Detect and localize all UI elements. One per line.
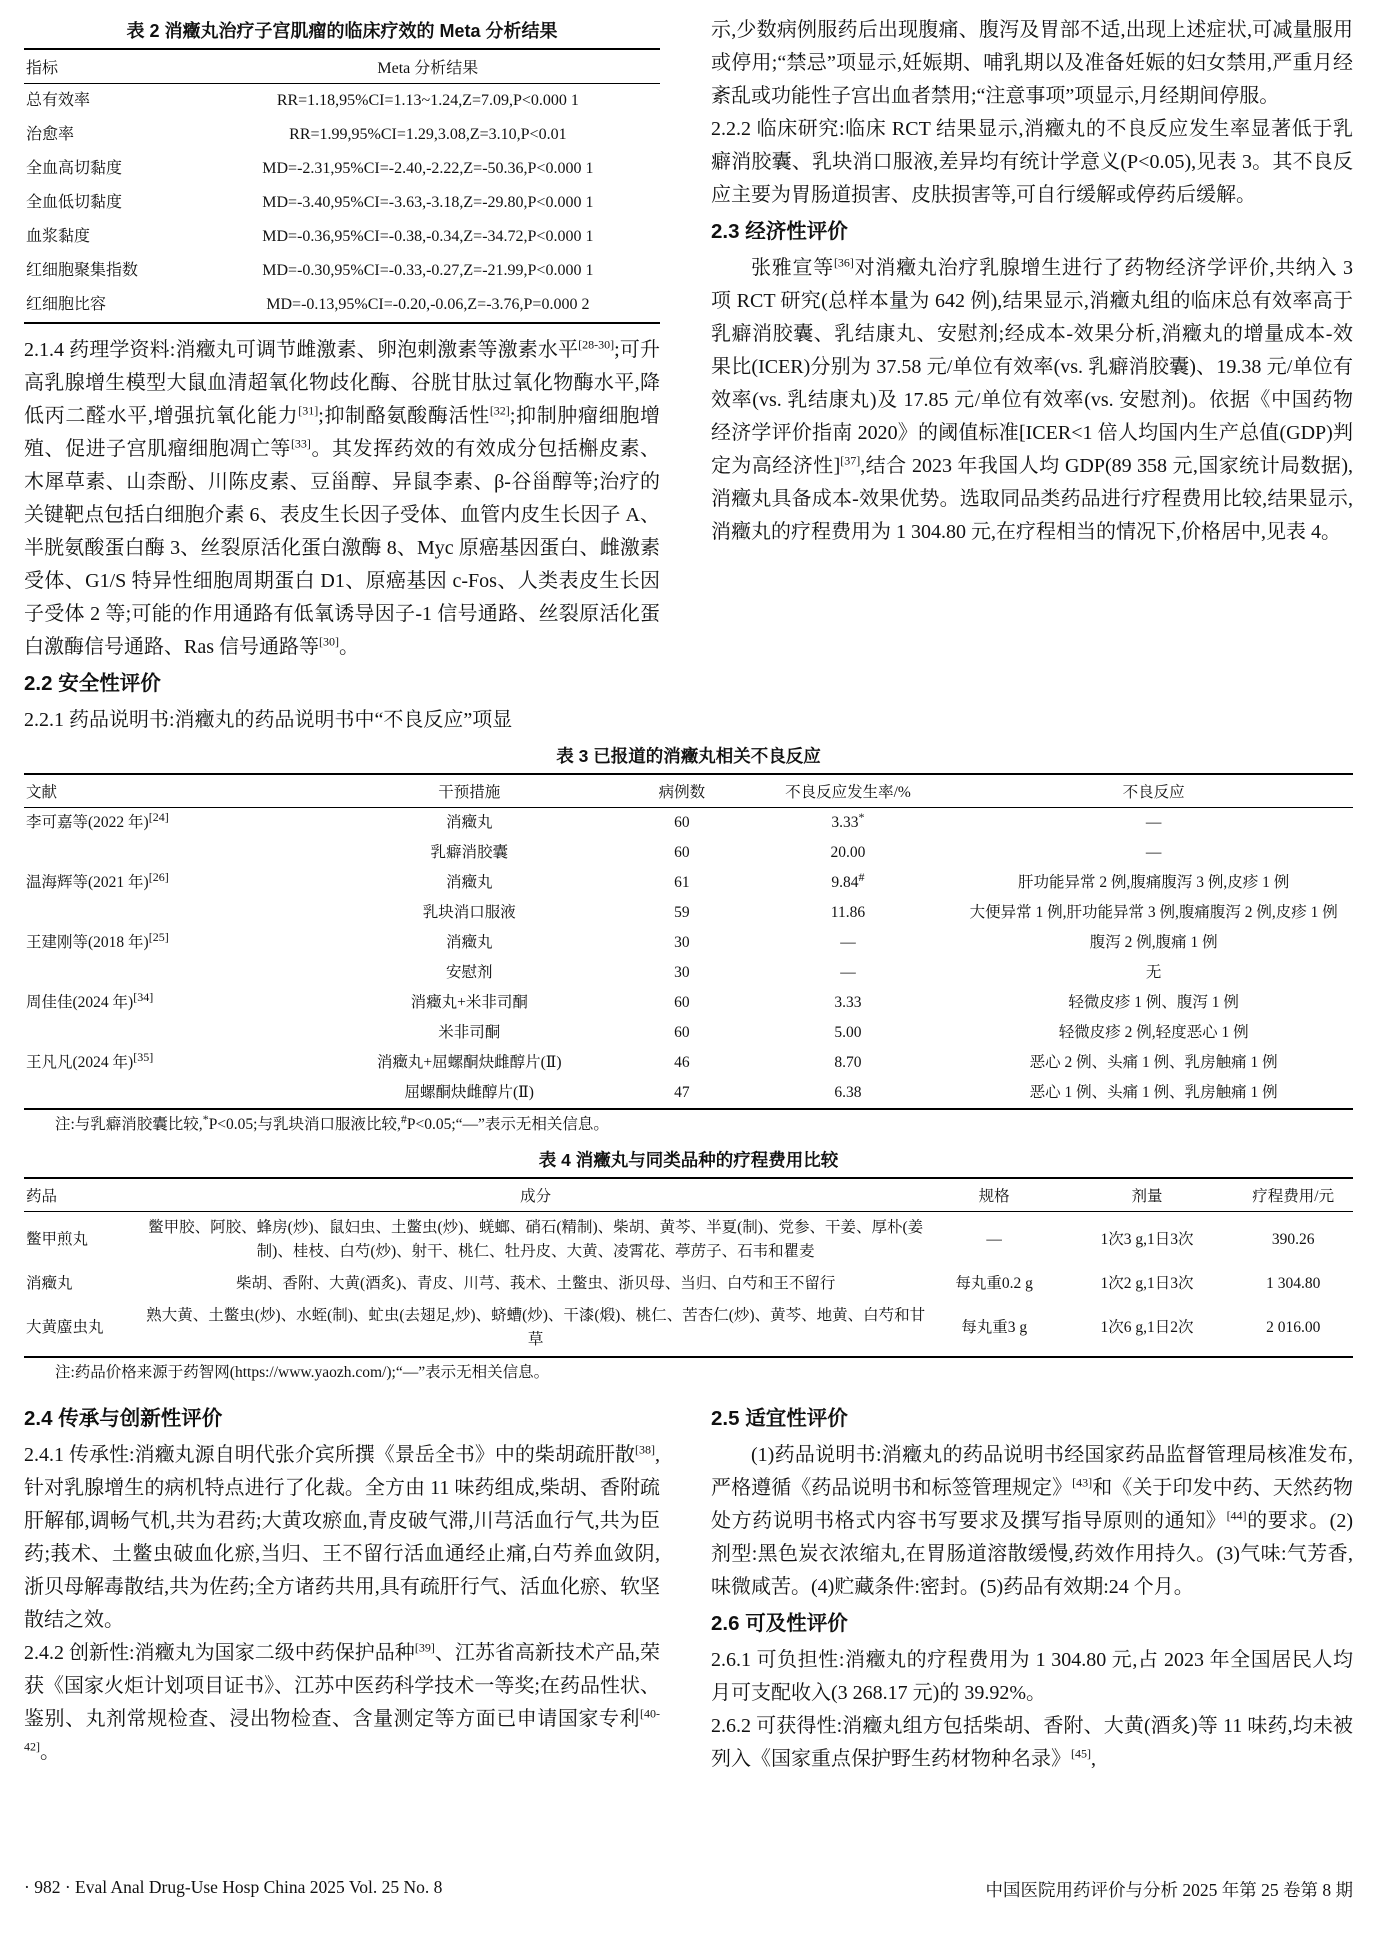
- t3-rate: —: [840, 964, 856, 981]
- t4-drug: 鳖甲煎丸: [26, 1231, 89, 1248]
- t3-cases: 47: [674, 1084, 690, 1101]
- table2-header-row: [24, 49, 660, 84]
- t3-h-ref: 文献: [24, 774, 316, 808]
- t2-indicator: 全血高切黏度: [26, 160, 123, 177]
- t3-rate: —: [840, 934, 856, 951]
- table-row: [24, 1078, 1353, 1109]
- t3-h-cases: 病例数: [622, 774, 742, 808]
- table-row: [24, 1300, 1353, 1357]
- bottom-columns: [24, 1399, 1353, 1776]
- heading-2-6: 2.6 可及性评价: [711, 1612, 848, 1635]
- t3-intervention: 安慰剂: [445, 964, 493, 981]
- t3-adverse: 轻微皮疹 2 例,轻度恶心 1 例: [1058, 1024, 1249, 1041]
- table2-block: [24, 18, 660, 324]
- t4-dose: 1次3 g,1日3次: [1100, 1231, 1194, 1248]
- t4-components: 鳖甲胶、阿胶、蜂房(炒)、鼠妇虫、土鳖虫(炒)、蜣螂、硝石(精制)、柴胡、黄芩、半夏(制)、党参、干姜、厚朴(姜制)、桂枝、白芍(炒)、射干、桃仁、牡丹皮、大黄、凌霄花、葶苈子、石韦和瞿麦: [148, 1219, 924, 1260]
- t4-spec: 每丸重0.2 g: [955, 1275, 1033, 1292]
- table3-caption: 表 3 已报道的消癥丸相关不良反应: [556, 746, 821, 766]
- t4-cost: 390.26: [1271, 1231, 1315, 1248]
- page-footer: [24, 1877, 1353, 1902]
- table4-block: [24, 1147, 1353, 1385]
- heading-2-2: 2.2 安全性评价: [24, 672, 161, 695]
- t3-h-adverse: 不良反应: [954, 774, 1353, 808]
- t3-intervention: 米非司酮: [438, 1024, 501, 1041]
- t3-intervention: 屈螺酮炔雌醇片(Ⅱ): [404, 1084, 534, 1101]
- t3-intervention: 消癥丸+米非司酮: [410, 994, 528, 1011]
- paragraph-2-6-1: 2.6.1 可负担性:消癥丸的疗程费用为 1 304.80 元,占 2023 年全国居民人均月可支配收入(3 268.17 元)的 39.92%。: [711, 1649, 1353, 1704]
- t3-adverse: 轻微皮疹 1 例、腹泻 1 例: [1068, 994, 1239, 1011]
- table3-note: 注:与乳癖消胶囊比较,*P<0.05;与乳块消口服液比较,#P<0.05;“—”表示无相关信息。: [55, 1111, 609, 1133]
- t3-intervention: 消癥丸: [445, 814, 493, 831]
- t4-h-drug: 药品: [24, 1178, 144, 1212]
- t4-dose: 1次6 g,1日2次: [1100, 1319, 1194, 1336]
- table4-note: 注:药品价格来源于药智网(https://www.yaozh.com/);“—”表示无相关信息。: [55, 1364, 550, 1381]
- table4-caption: 表 4 消癥丸与同类品种的疗程费用比较: [538, 1150, 839, 1170]
- footer-right: 中国医院用药评价与分析 2025 年第 25 卷第 8 期: [985, 1880, 1353, 1900]
- t2-result: MD=-3.40,95%CI=-3.63,-3.18,Z=-29.80,P<0.000 1: [262, 194, 594, 211]
- t4-dose: 1次2 g,1日3次: [1100, 1275, 1194, 1292]
- t3-rate: 3.33*: [831, 809, 865, 831]
- t3-cases: 60: [674, 814, 690, 831]
- t3-adverse: 腹泻 2 例,腹痛 1 例: [1089, 934, 1218, 951]
- top-columns: [24, 14, 1353, 737]
- t3-adverse: 肝功能异常 2 例,腹痛腹泻 3 例,皮疹 1 例: [1018, 874, 1290, 891]
- table-row: [24, 928, 1353, 958]
- t4-components: 熟大黄、土鳖虫(炒)、水蛭(制)、虻虫(去翅足,炒)、蛴螬(炒)、干漆(煅)、桃仁、苦杏仁(炒)、黄芩、地黄、白芍和甘草: [146, 1307, 926, 1348]
- table3-block: [24, 743, 1353, 1137]
- t4-h-dose: 剂量: [1061, 1178, 1234, 1212]
- heading-2-5: 2.5 适宜性评价: [711, 1407, 848, 1430]
- table-row: [24, 868, 1353, 898]
- table3-header-row: [24, 774, 1353, 808]
- t2-result: MD=-0.13,95%CI=-0.20,-0.06,Z=-3.76,P=0.000 2: [266, 296, 590, 313]
- table4: [24, 1177, 1353, 1358]
- t3-rate: 20.00: [830, 844, 866, 861]
- table-row: [24, 1018, 1353, 1048]
- t2-indicator: 红细胞聚集指数: [26, 262, 139, 279]
- table-row: [24, 958, 1353, 988]
- t3-cases: 60: [674, 1024, 690, 1041]
- t2-indicator: 血浆黏度: [26, 228, 91, 245]
- t3-cases: 46: [674, 1054, 690, 1071]
- t3-adverse: —: [1145, 844, 1162, 861]
- t3-adverse: 恶心 1 例、头痛 1 例、乳房触痛 1 例: [1029, 1084, 1278, 1101]
- table-row: [24, 988, 1353, 1018]
- t3-cases: 61: [674, 874, 690, 891]
- t3-rate: 6.38: [834, 1084, 862, 1101]
- table-row: [24, 808, 1353, 839]
- table-row: [24, 84, 660, 119]
- t2-indicator: 全血低切黏度: [26, 194, 123, 211]
- paragraph-2-6-2: 2.6.2 可获得性:消癥丸组方包括柴胡、香附、大黄(酒炙)等 11 味药,均未被列入《国家重点保护野生药材物种名录》[45],: [711, 1715, 1353, 1770]
- bottom-right-column: [711, 1399, 1353, 1776]
- t4-cost: 1 304.80: [1266, 1275, 1321, 1292]
- t3-rate: 9.84#: [831, 869, 865, 891]
- paragraph-2-5: (1)药品说明书:消癥丸的药品说明书经国家药品监督管理局核准发布,严格遵循《药品说明书和标签管理规定》[43]和《关于印发中药、天然药物处方药说明书格式内容书写要求及撰写指导原则的通知》[44]的要求。(2)剂型:黑色炭衣浓缩丸,在胃肠道溶散缓慢,药效作用持久。(3)气味:气芳香,味微咸苦。(4)贮藏条件:密封。(5)药品有效期:24 个月。: [711, 1444, 1354, 1598]
- t4-h-cost: 疗程费用/元: [1233, 1178, 1353, 1212]
- t3-h-intervention: 干预措施: [316, 774, 622, 808]
- t3-rate: 8.70: [834, 1054, 862, 1071]
- table2: [24, 48, 660, 324]
- heading-2-4: 2.4 传承与创新性评价: [24, 1407, 223, 1430]
- table-row: [24, 186, 660, 220]
- table-row: [24, 1212, 1353, 1269]
- paragraph-2-3: 张雅宣等[36]对消癥丸治疗乳腺增生进行了药物经济学评价,共纳入 3 项 RCT 研究(总样本量为 642 例),结果显示,消癥丸组的临床总有效率高于乳癖消胶囊、乳结康丸、安慰剂;经成本-效果分析,消癥丸的增量成本-效果比(ICER)分别为 37.58 元/单位有效率(vs. 乳癖消胶囊)、19.38 元/单位有效率(vs. 乳结康丸)及 17.85 元/单位有效率(vs. 安慰剂)。依据《中国药物经济学评价指南 2020》的阈值标准[ICER<1 倍人均国内生产总值(GDP)判定为高经济性][37],结合 2023 年我国人均 GDP(89 358 元,国家统计局数据),消癥丸具备成本-效果优势。选取同品类药品进行疗程费用比较,结果显示,消癥丸的疗程费用为 1 304.80 元,在疗程相当的情况下,价格居中,见表 4。: [711, 255, 1354, 543]
- t3-ref: [24, 1078, 316, 1109]
- t3-adverse: 大便异常 1 例,肝功能异常 3 例,腹痛腹泻 2 例,皮疹 1 例: [969, 904, 1338, 921]
- right-column: [711, 14, 1353, 737]
- heading-2-3: 2.3 经济性评价: [711, 220, 848, 243]
- t3-adverse: 无: [1145, 964, 1162, 981]
- table-row: [24, 898, 1353, 928]
- table-row: [24, 118, 660, 152]
- footer-left: · 982 · Eval Anal Drug-Use Hosp China 2025 Vol. 25 No. 8: [24, 1877, 443, 1897]
- t4-h-components: 成分: [144, 1178, 928, 1212]
- t3-ref: [24, 1018, 316, 1048]
- t4-drug: 大黄䗪虫丸: [26, 1319, 104, 1336]
- table-row: [24, 152, 660, 186]
- t2-result: MD=-0.30,95%CI=-0.33,-0.27,Z=-21.99,P<0.000 1: [262, 262, 594, 279]
- t4-h-spec: 规格: [928, 1178, 1061, 1212]
- paragraph-2-2-1-continued: 示,少数病例服药后出现腹痛、腹泻及胃部不适,出现上述症状,可减量服用或停用;“禁忌”项显示,妊娠期、哺乳期以及准备妊娠的妇女禁用,严重月经紊乱或功能性子宫出血者禁用;“注意事项”项显示,月经期间停服。: [711, 19, 1353, 107]
- t3-rate: 3.33: [834, 994, 862, 1011]
- bottom-left-column: [24, 1399, 660, 1776]
- t3-h-rate: 不良反应发生率/%: [742, 774, 955, 808]
- t3-adverse: —: [1145, 814, 1162, 831]
- t3-rate: 5.00: [834, 1024, 862, 1041]
- t3-ref: [24, 958, 316, 988]
- t3-adverse: 恶心 2 例、头痛 1 例、乳房触痛 1 例: [1029, 1054, 1278, 1071]
- t2-result: RR=1.99,95%CI=1.29,3.08,Z=3.10,P<0.01: [289, 126, 567, 143]
- table-row: [24, 220, 660, 254]
- t3-intervention: 消癥丸: [445, 934, 493, 951]
- t3-cases: 30: [674, 934, 690, 951]
- paragraph-2-2-1: 2.2.1 药品说明书:消癥丸的药品说明书中“不良反应”项显: [24, 709, 513, 731]
- table4-header-row: [24, 1178, 1353, 1212]
- table3: [24, 773, 1353, 1110]
- t3-cases: 30: [674, 964, 690, 981]
- table-row: [24, 254, 660, 288]
- t3-ref: 王建刚等(2018 年)[25]: [26, 929, 169, 951]
- t3-intervention: 乳癖消胶囊: [430, 844, 508, 861]
- t4-cost: 2 016.00: [1266, 1319, 1321, 1336]
- t3-cases: 60: [674, 994, 690, 1011]
- table-row: [24, 1268, 1353, 1300]
- t3-rate: 11.86: [830, 904, 866, 921]
- t3-ref: [24, 898, 316, 928]
- table2-col-indicator: 指标: [24, 49, 196, 84]
- t3-intervention: 消癥丸+屈螺酮炔雌醇片(Ⅱ): [376, 1054, 562, 1071]
- t2-result: MD=-0.36,95%CI=-0.38,-0.34,Z=-34.72,P<0.000 1: [262, 228, 594, 245]
- t4-spec: —: [986, 1231, 1002, 1248]
- t3-ref: [24, 838, 316, 868]
- table-row: [24, 1048, 1353, 1078]
- t3-ref: 王凡凡(2024 年)[35]: [26, 1049, 154, 1071]
- t2-result: RR=1.18,95%CI=1.13~1.24,Z=7.09,P<0.000 1: [276, 92, 579, 109]
- t2-result: MD=-2.31,95%CI=-2.40,-2.22,Z=-50.36,P<0.000 1: [262, 160, 594, 177]
- t2-indicator: 总有效率: [26, 92, 91, 109]
- t3-ref: 周佳佳(2024 年)[34]: [26, 989, 154, 1011]
- table-row: [24, 288, 660, 323]
- t3-cases: 60: [674, 844, 690, 861]
- paragraph-2-4-2: 2.4.2 创新性:消癥丸为国家二级中药保护品种[39]、江苏省高新技术产品,荣获《国家火炬计划项目证书》、江苏中医药科学技术一等奖;在药品性状、鉴别、丸剂常规检查、浸出物检查、含量测定等方面已申请国家专利[40-42]。: [24, 1640, 660, 1763]
- table2-caption: 表 2 消癥丸治疗子宫肌瘤的临床疗效的 Meta 分析结果: [126, 21, 558, 41]
- t3-intervention: 乳块消口服液: [422, 904, 516, 921]
- t4-drug: 消癥丸: [26, 1275, 73, 1292]
- paragraph-2-1-4: 2.1.4 药理学资料:消癥丸可调节雌激素、卵泡刺激素等激素水平[28-30];可升高乳腺增生模型大鼠血清超氧化物歧化酶、谷胱甘肽过氧化物酶水平,降低丙二醛水平,增强抗氧化能力[31];抑制酪氨酸酶活性[32];抑制肿瘤细胞增殖、促进子宫肌瘤细胞凋亡等[33]。其发挥药效的有效成分包括槲皮素、木犀草素、山柰酚、川陈皮素、豆甾醇、异鼠李素、β-谷甾醇等;治疗的关键靶点包括白细胞介素 6、表皮生长因子受体、血管内皮生长因子 A、半胱氨酸蛋白酶 3、丝裂原活化蛋白激酶 8、Myc 原癌基因蛋白、雌激素受体、G1/S 特异性细胞周期蛋白 D1、原癌基因 c-Fos、人类表皮生长因子受体 2 等;可能的作用通路有低氧诱导因子-1 信号通路、丝裂原活化蛋白激酶信号通路、Ras 信号通路等[30]。: [24, 337, 661, 658]
- t3-ref: 温海辉等(2021 年)[26]: [26, 869, 169, 891]
- table2-col-result: Meta 分析结果: [196, 49, 660, 84]
- t3-cases: 59: [674, 904, 690, 921]
- t2-indicator: 红细胞比容: [26, 296, 107, 313]
- t4-spec: 每丸重3 g: [961, 1319, 1028, 1336]
- paragraph-2-2-2: 2.2.2 临床研究:临床 RCT 结果显示,消癥丸的不良反应发生率显著低于乳癖消胶囊、乳块消口服液,差异均有统计学意义(P<0.05),见表 3。其不良反应主要为胃肠道损害、皮肤损害等,可自行缓解或停药后缓解。: [711, 118, 1353, 206]
- paragraph-2-4-1: 2.4.1 传承性:消癥丸源自明代张介宾所撰《景岳全书》中的柴胡疏肝散[38],针对乳腺增生的病机特点进行了化裁。全方由 11 味药组成,柴胡、香附疏肝解郁,调畅气机,共为君药;大黄攻瘀血,青皮破气滞,川芎活血行气,共为臣药;莪术、土鳖虫破血化瘀,当归、王不留行活血通经止痛,白芍养血敛阴,浙贝母解毒散结,共为佐药;全方诸药共用,具有疏肝行气、活血化瘀、软坚散结之效。: [24, 1442, 660, 1631]
- left-column: [24, 14, 660, 737]
- t3-ref: 李可嘉等(2022 年)[24]: [26, 809, 169, 831]
- table-row: [24, 838, 1353, 868]
- t2-indicator: 治愈率: [26, 126, 75, 143]
- t3-intervention: 消癥丸: [445, 874, 493, 891]
- t4-components: 柴胡、香附、大黄(酒炙)、青皮、川芎、莪术、土鳖虫、浙贝母、当归、白芍和王不留行: [236, 1275, 836, 1292]
